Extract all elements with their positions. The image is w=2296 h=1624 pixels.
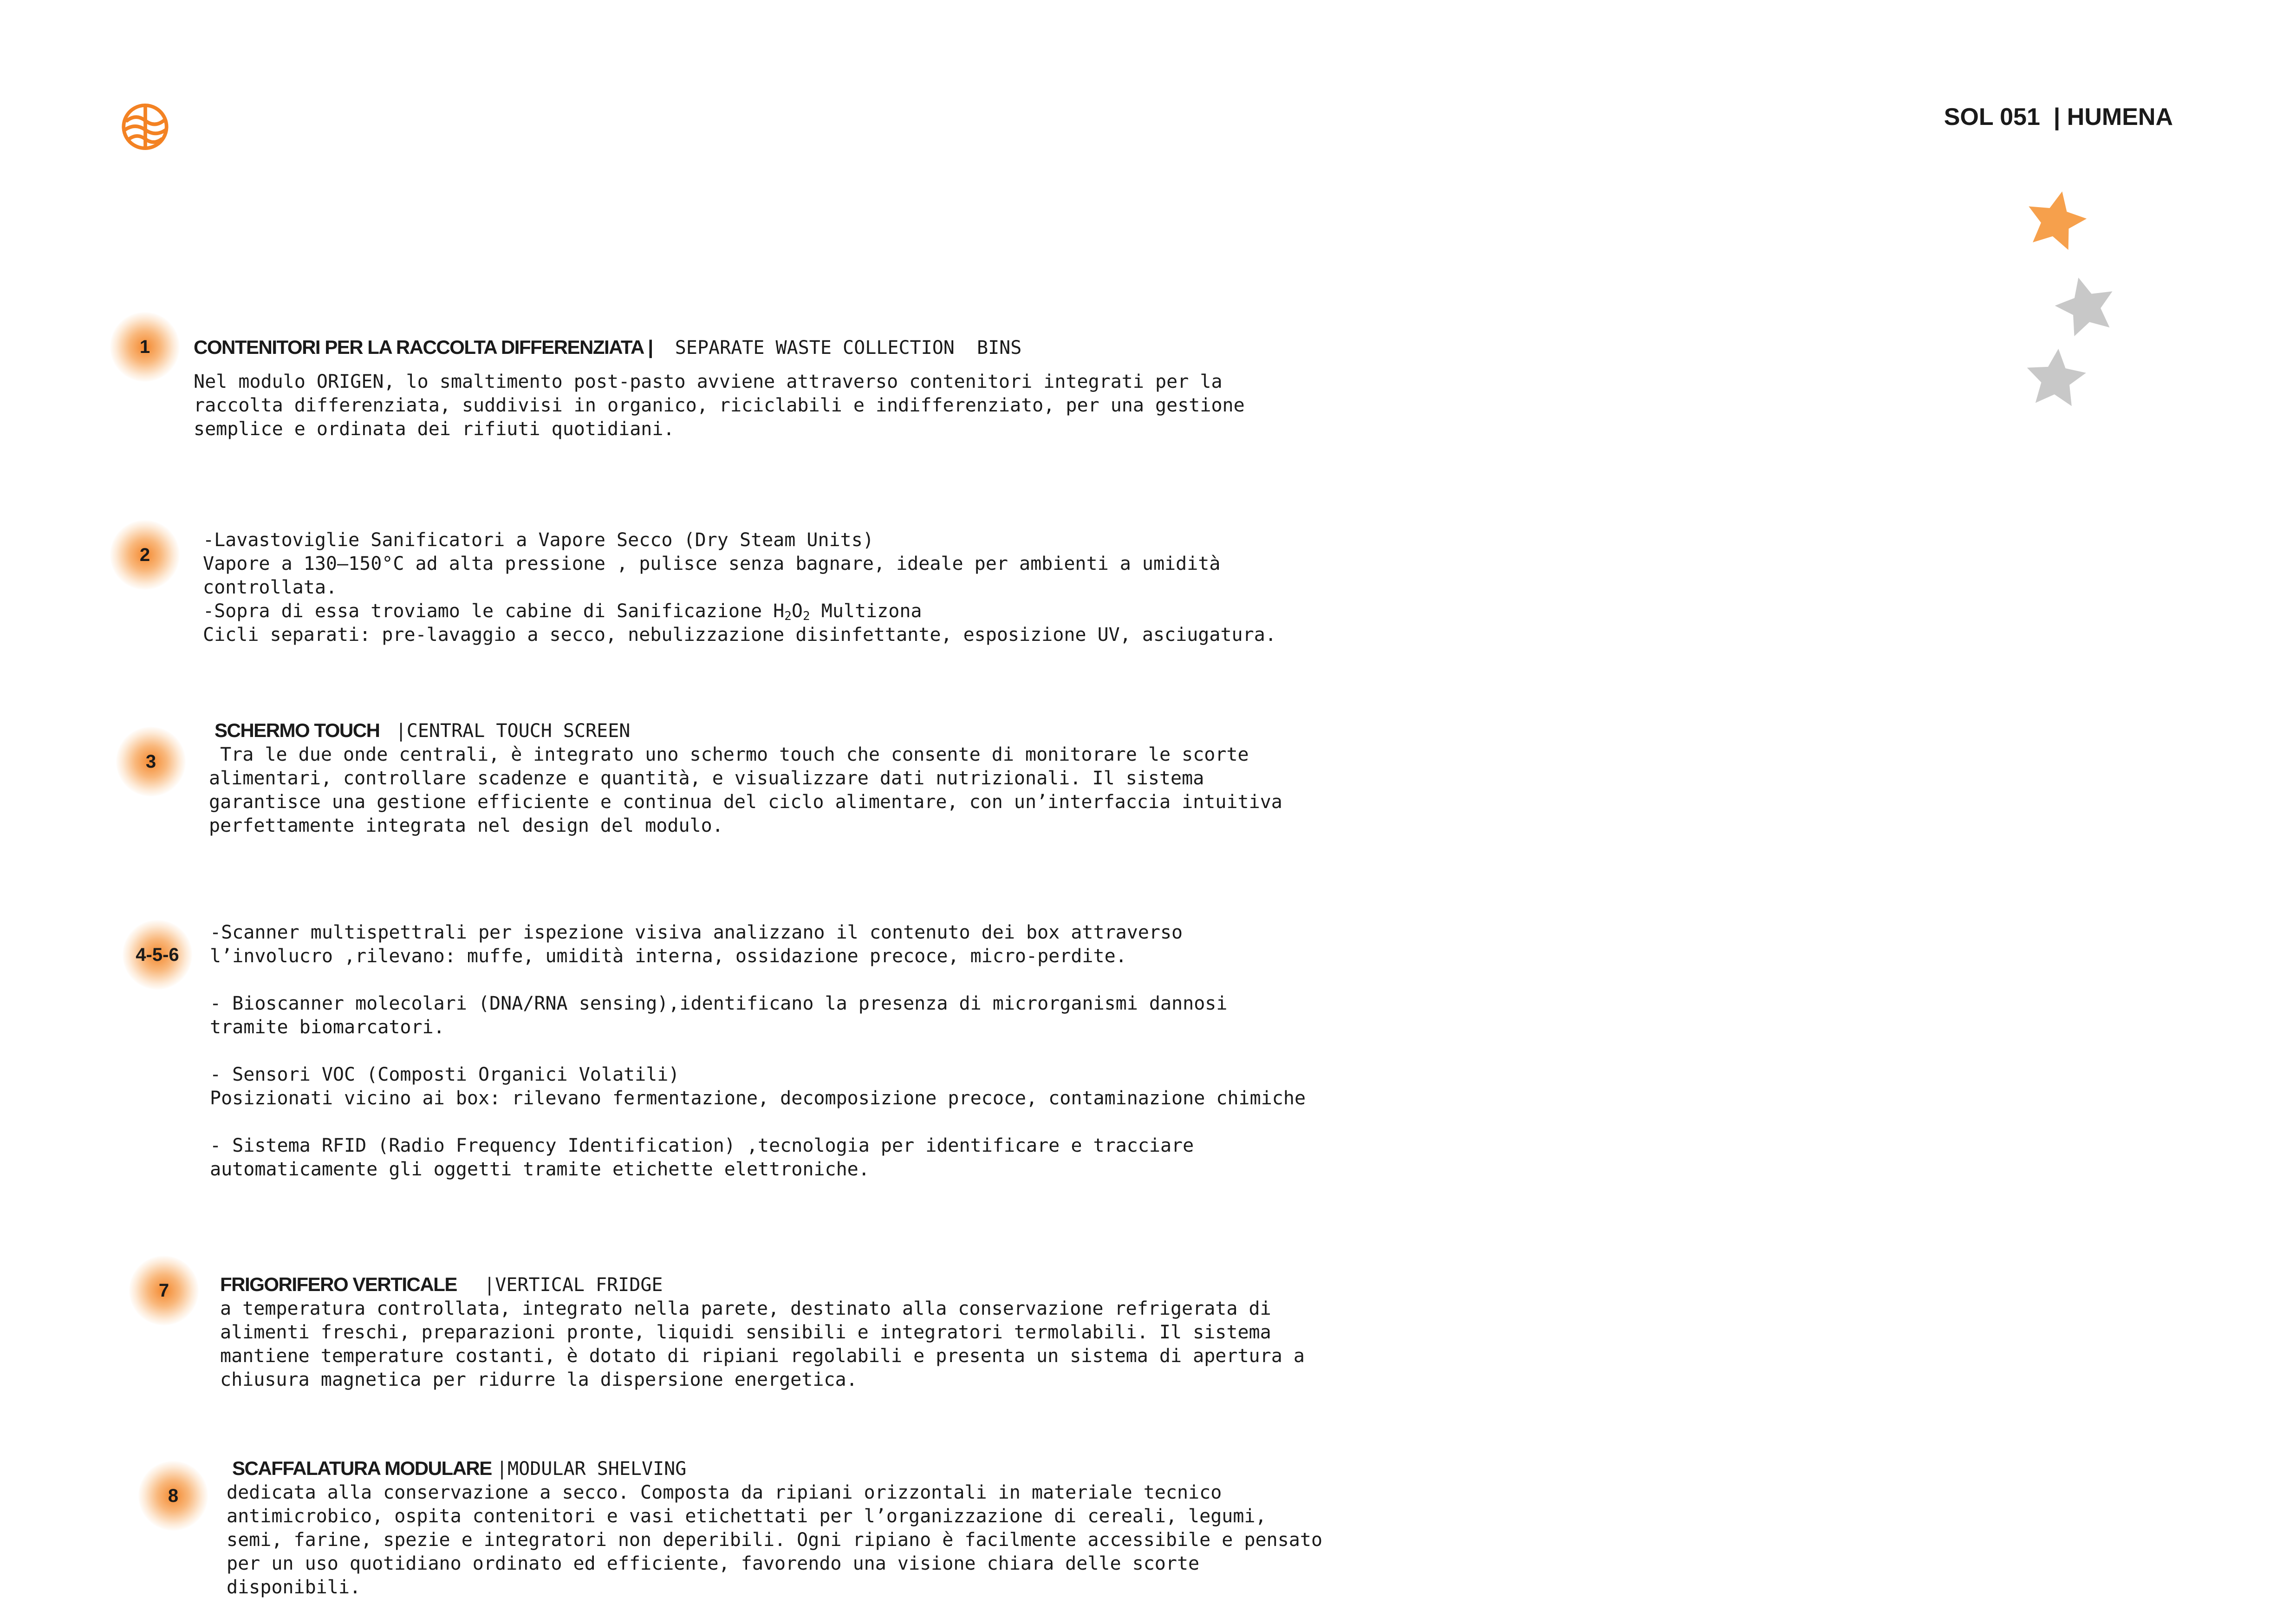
circular-wave-logo-icon xyxy=(120,101,171,152)
body-line: Cicli separati: pre-lavaggio a secco, nebulizzazione disinfettante, esposizione UV, asciugatura. xyxy=(203,624,1276,646)
body-line: semplice e ordinata dei rifiuti quotidiani. xyxy=(194,418,675,440)
section-dishwasher xyxy=(203,528,1276,647)
body-line: semi, farine, spezie e integratori non deperibili. Ogni ripiano è facilmente accessibile e pensato xyxy=(227,1529,1323,1551)
section-subtitle: |VERTICAL FRIDGE xyxy=(462,1274,663,1296)
body-line: garantisce una gestione efficiente e continua del ciclo alimentare, con un’interfaccia intuitiva xyxy=(209,791,1282,813)
section-modular-shelving xyxy=(227,1456,1322,1599)
body-line: Nel modulo ORIGEN, lo smaltimento post-pasto avviene attraverso contenitori integrati per la xyxy=(194,371,1223,392)
section-title: SCHERMO TOUCH xyxy=(215,719,384,741)
section-vertical-fridge xyxy=(220,1272,1305,1392)
body-line: Vapore a 130–150°C ad alta pressione , pulisce senza bagnare, ideale per ambienti a umidità xyxy=(203,553,1221,574)
body-line: alimentari, controllare scadenze e quantità, e visualizzare dati nutrizionali. Il sistema xyxy=(209,768,1204,789)
body-line: Posizionati vicino ai box: rilevano fermentazione, decomposizione precoce, contaminazione chimiche xyxy=(210,1088,1306,1109)
body-line: - Sensori VOC (Composti Organici Volatili) xyxy=(210,1064,680,1085)
body-line: antimicrobico, ospita contenitori e vasi etichettati per l’organizzazione di cereali, legumi, xyxy=(227,1506,1267,1527)
body-line: a temperatura controllata, integrato nella parete, destinato alla conservazione refrigerata di xyxy=(220,1298,1271,1319)
section-badge: 3 xyxy=(116,727,186,796)
body-line: l’involucro ,rilevano: muffe, umidità interna, ossidazione precoce, micro-perdite. xyxy=(210,946,1127,967)
body-line: automaticamente gli oggetti tramite etichette elettroniche. xyxy=(210,1159,870,1180)
section-subtitle: |CENTRAL TOUCH SCREEN xyxy=(384,720,631,742)
section-heading xyxy=(209,718,1282,743)
body-line: controllata. xyxy=(203,577,337,598)
section-title: SCAFFALATURA MODULARE xyxy=(232,1457,496,1479)
body-line: -Sopra di essa troviamo le cabine di Sanificazione $H_2O_2$ Multizona xyxy=(203,600,922,623)
grey-flower-icon xyxy=(2022,346,2089,413)
section-badge: 8 xyxy=(138,1461,208,1531)
orange-flower-icon xyxy=(2022,188,2089,255)
section-title: FRIGORIFERO VERTICALE xyxy=(220,1273,462,1295)
body-line: -Scanner multispettrali per ispezione visiva analizzano il contenuto dei box attraverso xyxy=(210,922,1183,943)
body-line: - Sistema RFID (Radio Frequency Identification) ,tecnologia per identificare e tracciare xyxy=(210,1135,1194,1156)
section-heading xyxy=(227,1456,1322,1481)
section-badge: 2 xyxy=(110,520,180,590)
body-line: -Lavastoviglie Sanificatori a Vapore Secco (Dry Steam Units) xyxy=(203,529,874,551)
body-line: - Bioscanner molecolari (DNA/RNA sensing),identificano la presenza di microrganismi dannosi xyxy=(210,993,1228,1014)
body-line: perfettamente integrata nel design del modulo. xyxy=(209,815,723,836)
section-title: CONTENITORI PER LA RACCOLTA DIFFERENZIATA | xyxy=(194,336,653,358)
body-line: disponibili. xyxy=(227,1577,361,1598)
section-badge: 7 xyxy=(129,1256,199,1325)
section-badge: 4-5-6 xyxy=(123,920,192,990)
body-line: alimenti freschi, preparazioni pronte, liquidi sensibili e integratori termolabili. Il sistema xyxy=(220,1322,1271,1343)
section-heading xyxy=(220,1272,1305,1297)
section-waste-bins xyxy=(194,335,1245,441)
body-line: mantiene temperature costanti, è dotato di ripiani regolabili e presenta un sistema di apertura a xyxy=(220,1345,1305,1367)
body-line: raccolta differenziata, suddivisi in organico, riciclabili e indifferenziato, per una gestione xyxy=(194,395,1245,416)
grey-flower-icon xyxy=(2052,274,2120,341)
section-subtitle: |MODULAR SHELVING xyxy=(496,1458,687,1480)
body-line: tramite biomarcatori. xyxy=(210,1017,445,1038)
section-heading xyxy=(194,335,1245,360)
body-line: per un uso quotidiano ordinato ed efficiente, favorendo una visione chiara delle scorte xyxy=(227,1553,1200,1574)
body-line: chiusura magnetica per ridurre la dispersione energetica. xyxy=(220,1369,858,1390)
body-line: Tra le due onde centrali, è integrato uno schermo touch che consente di monitorare le scorte xyxy=(209,744,1249,765)
section-badge: 1 xyxy=(110,312,180,382)
body-line: dedicata alla conservazione a secco. Composta da ripiani orizzontali in materiale tecnico xyxy=(227,1482,1222,1503)
page-title: SOL 051 | HUMENA xyxy=(1944,104,2173,130)
section-subtitle: SEPARATE WASTE COLLECTION BINS xyxy=(652,337,1022,359)
section-scanners xyxy=(210,921,1306,1181)
section-touch-screen xyxy=(209,718,1282,838)
